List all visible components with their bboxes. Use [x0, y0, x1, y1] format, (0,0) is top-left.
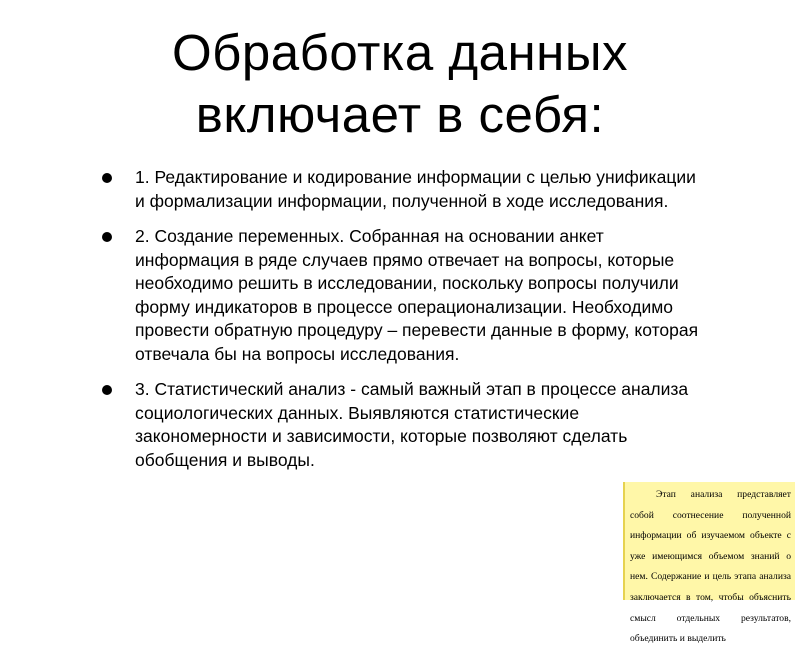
bullet-dot-icon [102, 385, 112, 395]
bullet-item-editing [100, 166, 700, 213]
note-excerpt [623, 482, 795, 645]
bullet-dot-icon [102, 232, 112, 242]
title-line-2: включает в себя: [195, 86, 605, 143]
bullet-item-statistics [100, 378, 700, 472]
bullet-dot-icon [102, 173, 112, 183]
bullet-text: 2. Создание переменных. Собранная на основании анкет информация в ряде случаев прямо отвечает на вопросы, которые необходимо решить в исследовании, поскольку вопросы получили форму индикаторов в процессе операционализации. Необходимо провести обратную процедуру – перевести данные в форму, которая отвечала бы на вопросы исследования. [135, 226, 699, 364]
bullet-list [100, 166, 700, 484]
bullet-text: 3. Статистический анализ - самый важный этап в процессе анализа социологических данных. Выявляются статистические закономерности и зависимости, которые позволяют сделать обобщения и выводы. [135, 379, 689, 470]
title-line-1: Обработка данных [172, 24, 628, 81]
note-text: Этап анализа представляет собой соотнесение полученной информации об изучаемом объекте с уже имеющимся объемом знаний о нем. Содержание и цель этапа анализа заключается в том, чтобы объяснить смысл отдельных результатов, объединить и выделить [630, 489, 791, 645]
bullet-text: 1. Редактирование и кодирование информации с целью унификации и формализации информации, полученной в ходе исследования. [135, 167, 696, 211]
bullet-item-variables [100, 225, 700, 366]
slide-title [40, 22, 760, 146]
